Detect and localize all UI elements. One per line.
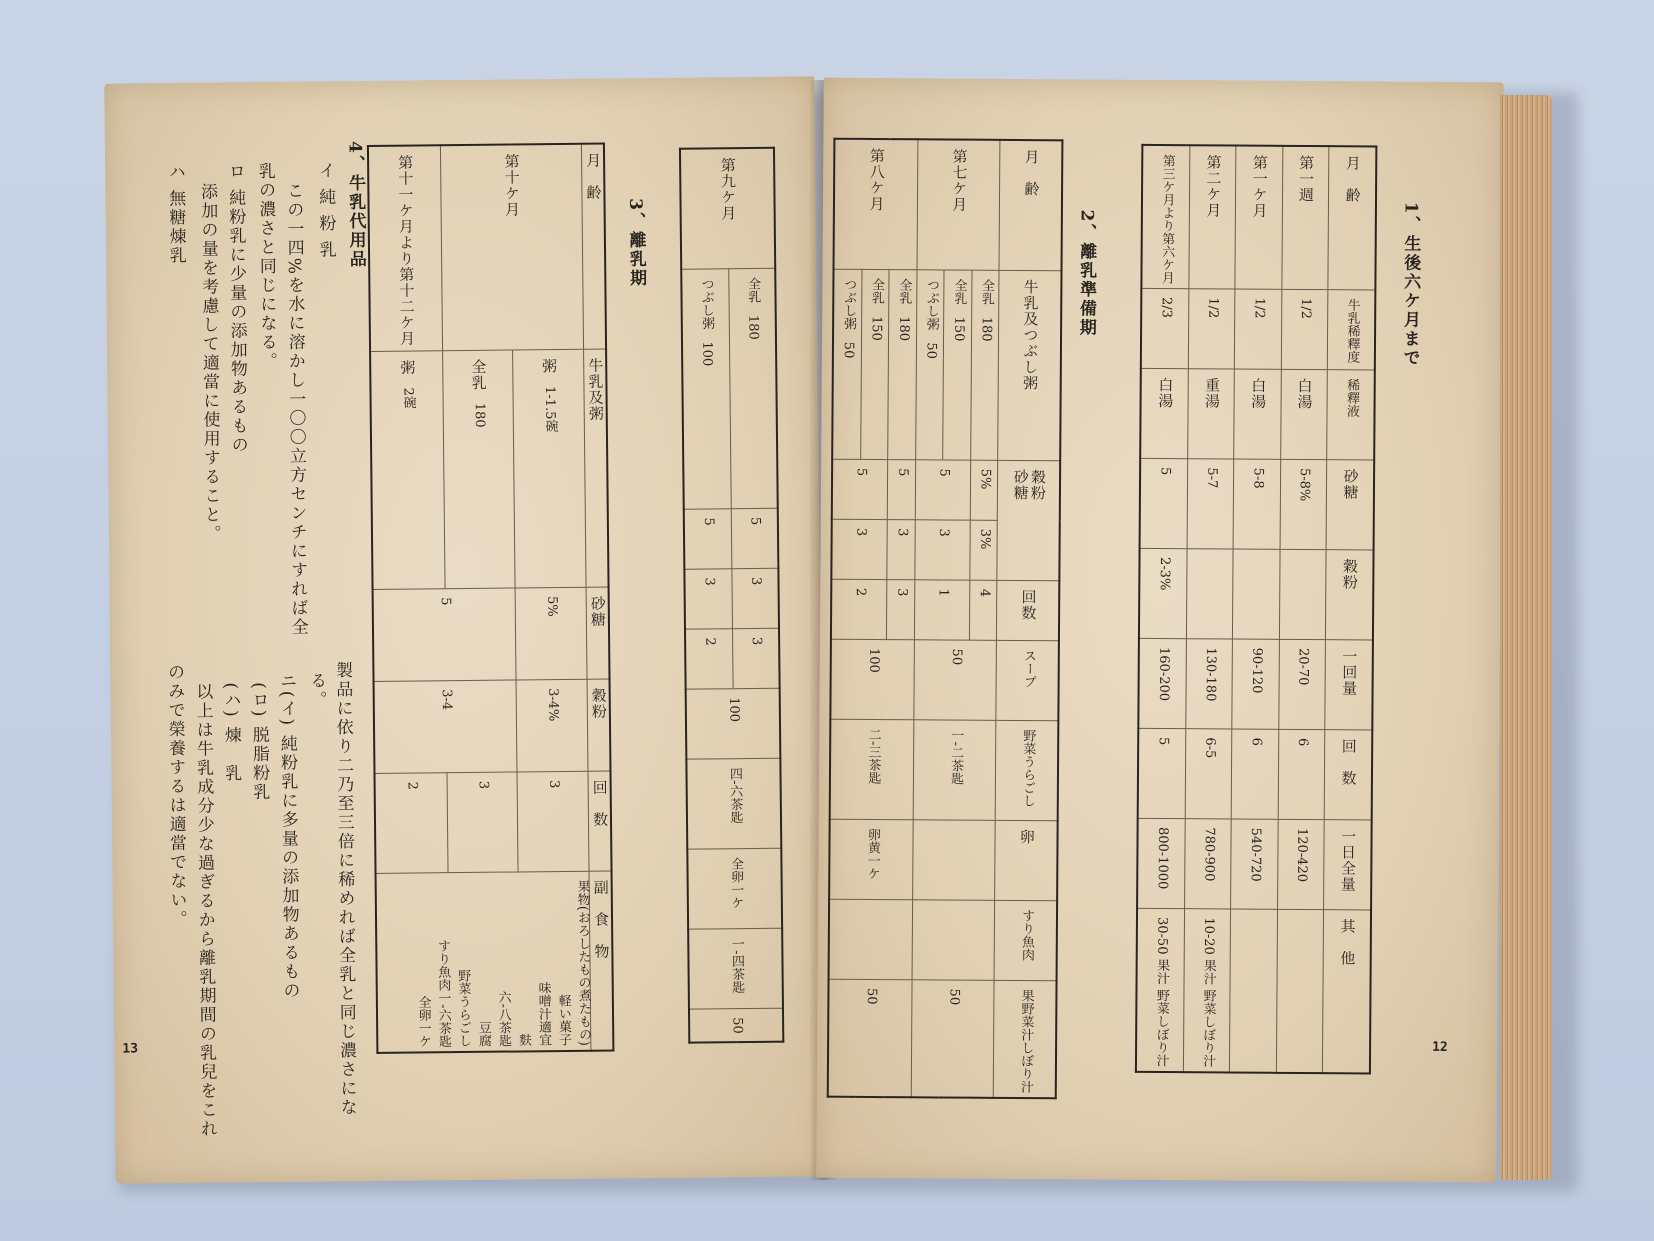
- t1-r4-diluent: 白湯: [1140, 368, 1188, 458]
- t3-r3-veg: 四-六茶匙: [686, 758, 781, 849]
- t1-header-dilution: 牛乳稀釋度: [1327, 290, 1375, 370]
- t3-r3-sugar2: 5: [731, 508, 779, 568]
- page-number-left: 13: [122, 1041, 139, 1057]
- table3-ninth-month: [679, 147, 784, 1044]
- t2-r1-c1: 全乳 180: [971, 270, 1000, 460]
- t1-r2-daily: 540-720: [1231, 819, 1278, 909]
- section4-ni-title: ニ(イ) 純粉乳に多量の添加物あるもの: [276, 671, 300, 1001]
- t2-r1-sugar2: 5: [915, 459, 970, 519]
- t1-r3-daily: 780-900: [1185, 819, 1232, 909]
- t1-header-times: 回 数: [1324, 730, 1372, 820]
- t1-r3-other: 10-20 果汁 野菜しぼり汁: [1183, 909, 1230, 1073]
- t2-header-milk: 牛乳及つぶし粥: [998, 270, 1061, 460]
- t3-r2-times: 3: [517, 771, 589, 872]
- t3-r3-flour2: 3: [731, 568, 779, 628]
- section4-ha-text1: 製品に依り二乃至三倍に稀めれば全乳と同じ濃さにな: [332, 661, 357, 1118]
- section4-ni-text2: のみで榮養するは適當でない。: [164, 662, 187, 930]
- t3-r3-times: 3: [732, 628, 780, 688]
- t1-r1-sugar: 5-8%: [1280, 459, 1327, 549]
- t2-r2-c2: 全乳 150: [861, 269, 890, 459]
- t2-r1-age: 第七ケ月: [917, 139, 1000, 270]
- t3-header-sugar: 砂糖: [586, 587, 610, 679]
- t3-r2-flour: 3-4%: [516, 679, 587, 772]
- page-number-right: 12: [1432, 1039, 1448, 1056]
- page-edge: [1500, 95, 1552, 1180]
- section4-i-text2: 乳の濃さと同じになる。: [254, 161, 277, 372]
- t3-r1-times: 2: [374, 773, 447, 874]
- t2-r2-times2: 2: [831, 579, 887, 639]
- t3-header-side: 副 食 物: [589, 871, 614, 1051]
- t2-r2-soup: 100: [830, 639, 914, 720]
- t2-r1-veg: 一-二茶匙: [913, 719, 996, 820]
- t1-r4-sugar: 5: [1140, 458, 1188, 548]
- t2-header-fish: すり魚肉: [994, 900, 1057, 980]
- t3-r3-c2: 全乳 180: [728, 268, 778, 508]
- t3-r3-flour: 3: [684, 568, 732, 628]
- t2-r1-juice: 50: [911, 979, 994, 1097]
- t3-header-flour: 穀粉: [587, 679, 611, 771]
- section4-ro-text: 添加の量を考慮して適當に使用すること。: [196, 182, 221, 544]
- t1-r3-diluent: 重湯: [1188, 369, 1235, 459]
- t1-r4-times: 5: [1138, 728, 1186, 818]
- t2-r2-age: 第八ケ月: [834, 139, 918, 270]
- t1-r2-times: 6: [1232, 729, 1279, 819]
- t3-r1-sugar: 5: [373, 588, 517, 681]
- t3-r3-fish: 一-四茶匙: [688, 928, 783, 1009]
- t3-header-times: 回 数: [588, 771, 612, 871]
- t2-r2-flour2: 3: [887, 519, 915, 579]
- t3-side-dishes: 全卵一ケ すり魚肉一-六茶匙 野菜うらごし 豆腐 六-八茶匙 麩 味噌汁適宜 軽い菓子 果物(おろしたもの煮たもの): [376, 871, 591, 1053]
- t1-r1-flour: [1279, 549, 1326, 639]
- left-page: [104, 76, 825, 1183]
- t3-r1-milk2: 全乳 180: [442, 350, 515, 589]
- t1-header-amount: 一回量: [1325, 640, 1373, 730]
- t1-r1-age: 第一週: [1281, 146, 1328, 290]
- t1-header-flour: 穀粉: [1325, 550, 1373, 640]
- t1-header-age: 月 齢: [1328, 146, 1377, 290]
- t2-r1-fish: [912, 899, 995, 980]
- t2-r1-flour2: 3: [915, 519, 970, 579]
- t2-header-additive: 砂糖穀粉: [997, 460, 1060, 580]
- section4-ni-text1: 以上は牛乳成分少な過ぎるから離乳期間の乳兒をこれ: [192, 682, 218, 1139]
- t2-r2-sugar2: 5: [888, 459, 916, 519]
- t2-r2-juice: 50: [828, 979, 912, 1097]
- t1-r2-amount: 90-120: [1232, 639, 1279, 729]
- t3-r3-c1: つぶし粥 100: [681, 268, 731, 508]
- t3-r2-sugar: 5%: [515, 587, 586, 680]
- t2-r1-times: 4: [969, 580, 997, 640]
- t2-r2-c1: 全乳 180: [888, 269, 917, 459]
- t2-header-egg: 卵: [995, 820, 1058, 900]
- t1-r4-other: 30-50 果汁 野菜しぼり汁: [1136, 908, 1185, 1072]
- t1-r4-dilution: 2/3: [1141, 288, 1189, 368]
- t1-r3-age: 第二ケ月: [1189, 145, 1236, 289]
- t2-r2-c3: つぶし粥 50: [832, 269, 862, 459]
- t3-r3-age: 第九ケ月: [680, 148, 775, 269]
- section4-i-title: イ 純 粉 乳: [314, 161, 336, 260]
- t2-r2-sugar: 5: [832, 459, 888, 519]
- t2-r1-times2: 1: [914, 579, 969, 639]
- t3-age-r1: 第十一ケ月より第十二ケ月: [368, 145, 443, 351]
- t3-r1-flour: 3-4: [374, 680, 518, 773]
- t2-header-veg: 野菜うらごし: [996, 720, 1059, 820]
- t3-r3-juice: 50: [689, 1008, 783, 1043]
- right-page: [816, 78, 1504, 1183]
- table2-title: 2、離乳準備期: [1075, 209, 1097, 338]
- t3-header-milk: 牛乳及粥: [583, 349, 608, 587]
- t3-r3-soup: 100: [686, 688, 781, 759]
- table2: [827, 138, 1064, 1099]
- t1-r3-flour: [1186, 549, 1233, 639]
- t2-header-soup: スープ: [996, 640, 1059, 720]
- t2-r2-fish: [829, 899, 913, 980]
- t1-r1-daily: 120-420: [1277, 819, 1324, 909]
- section4-ni-b: (ロ) 脱脂粉乳: [248, 682, 270, 802]
- t2-r1-c3: つぶし粥 50: [916, 269, 945, 459]
- t1-r3-dilution: 1/2: [1188, 289, 1235, 369]
- t2-r1-sugar: 5%: [970, 460, 998, 520]
- t2-r2-veg: 二-三茶匙: [830, 719, 914, 820]
- t1-r2-sugar: 5-8: [1233, 459, 1280, 549]
- t1-header-daily: 一日全量: [1323, 820, 1371, 910]
- t1-header-diluent: 稀釋液: [1327, 370, 1375, 460]
- section4-ni-c: (ハ) 煉 乳: [220, 682, 242, 784]
- t1-r3-amount: 130-180: [1186, 639, 1233, 729]
- t2-r2-flour: 3: [831, 519, 887, 579]
- t3-r3-egg: 全卵一ケ: [687, 848, 782, 929]
- table3-main: [367, 143, 615, 1055]
- t1-r1-times: 6: [1278, 729, 1325, 819]
- t2-r1-c2: 全乳 150: [943, 269, 972, 459]
- t2-r2-times: 3: [887, 579, 915, 639]
- t1-r2-flour: [1233, 549, 1280, 639]
- t1-r2-diluent: 白湯: [1234, 369, 1281, 459]
- t1-r3-times: 6-5: [1185, 729, 1232, 819]
- t2-header-times: 回数: [997, 580, 1060, 640]
- t1-r3-sugar: 5-7: [1187, 459, 1234, 549]
- t3-age-r2: 第十ケ月: [440, 144, 583, 351]
- t1-r1-amount: 20-70: [1278, 639, 1325, 729]
- t1-r2-dilution: 1/2: [1235, 289, 1282, 369]
- t2-r1-soup: 50: [914, 639, 997, 720]
- t2-header-age: 月 齢: [999, 140, 1062, 270]
- t1-r2-age: 第一ケ月: [1235, 146, 1282, 290]
- section4-ha-title: ハ 無糖煉乳: [164, 162, 186, 266]
- t3-r3-times2: 2: [685, 628, 733, 688]
- t3-header-age: 月 齢: [581, 144, 606, 350]
- t1-r4-flour: 2-3%: [1139, 548, 1187, 638]
- t1-header-sugar: 砂糖: [1326, 460, 1374, 550]
- table1-title: 1、生後六ケ月まで: [1399, 201, 1421, 368]
- t3-r1-milk: 粥 2碗: [370, 351, 445, 590]
- t2-r1-flour: 3%: [970, 520, 998, 580]
- t1-r1-diluent: 白湯: [1280, 369, 1327, 459]
- section4-i-text1: この一四%を水に溶かし一〇〇立方センチにすれば全: [282, 181, 308, 638]
- table3-title: 3、離乳期: [625, 198, 647, 289]
- t3-r1-times2: 3: [447, 772, 519, 873]
- t1-r1-other: [1276, 909, 1323, 1073]
- t1-r4-amount: 160-200: [1138, 638, 1186, 728]
- t3-r3-sugar: 5: [684, 508, 732, 568]
- t2-r2-egg: 卵黄一ケ: [829, 819, 913, 900]
- section4-heading: 4、牛乳代用品: [344, 141, 366, 270]
- t1-r4-daily: 800-1000: [1137, 818, 1185, 908]
- t1-r1-dilution: 1/2: [1281, 289, 1328, 369]
- t3-r2-milk: 粥 1-1.5碗: [513, 349, 586, 588]
- t1-header-other: 其 他: [1322, 910, 1371, 1074]
- table1: [1135, 144, 1377, 1074]
- section4-ro-title: ロ 純粉乳に少量の添加物あるもの: [224, 162, 248, 455]
- t2-r1-egg: [912, 819, 995, 900]
- section4-ha-text2: る。: [306, 671, 327, 710]
- t1-r4-age: 第三ケ月より第六ケ月: [1141, 145, 1190, 289]
- t1-r2-other: [1230, 909, 1277, 1073]
- t2-header-juice: 果野菜汁しぼり汁: [994, 980, 1057, 1098]
